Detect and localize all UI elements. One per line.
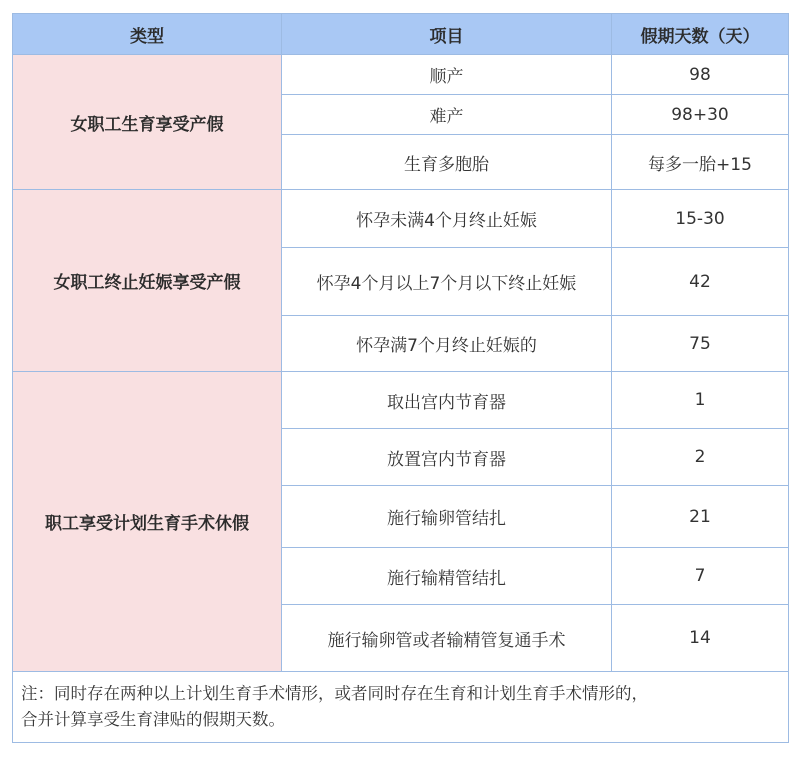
item-cell: 施行输精管结扎 <box>282 548 612 605</box>
item-cell: 难产 <box>282 95 612 135</box>
item-cell: 怀孕4个月以上7个月以下终止妊娠 <box>282 248 612 316</box>
header-type: 类型 <box>13 14 282 55</box>
days-cell: 21 <box>612 486 789 548</box>
item-cell: 生育多胞胎 <box>282 135 612 190</box>
header-row <box>13 14 789 55</box>
footnote <box>13 672 789 743</box>
days-cell: 98+30 <box>612 95 789 135</box>
header-days: 假期天数（天） <box>612 14 789 55</box>
footnote-line: 合并计算享受生育津贴的假期天数。 <box>21 710 285 729</box>
note-row <box>13 672 789 743</box>
table-row <box>13 372 789 429</box>
item-cell: 顺产 <box>282 55 612 95</box>
header-item: 项目 <box>282 14 612 55</box>
days-cell: 75 <box>612 316 789 372</box>
type-cell: 职工享受计划生育手术休假 <box>13 372 282 672</box>
days-cell: 42 <box>612 248 789 316</box>
leave-table <box>12 13 789 743</box>
item-cell: 放置宫内节育器 <box>282 429 612 486</box>
table-row <box>13 190 789 248</box>
item-cell: 怀孕未满4个月终止妊娠 <box>282 190 612 248</box>
table-row <box>13 55 789 95</box>
days-cell: 1 <box>612 372 789 429</box>
days-cell: 14 <box>612 605 789 672</box>
item-cell: 施行输卵管结扎 <box>282 486 612 548</box>
item-cell: 取出宫内节育器 <box>282 372 612 429</box>
type-cell: 女职工终止妊娠享受产假 <box>13 190 282 372</box>
days-cell: 15-30 <box>612 190 789 248</box>
type-cell: 女职工生育享受产假 <box>13 55 282 190</box>
days-cell: 2 <box>612 429 789 486</box>
days-cell: 98 <box>612 55 789 95</box>
days-cell: 7 <box>612 548 789 605</box>
days-cell: 每多一胎+15 <box>612 135 789 190</box>
footnote-line: 注：同时存在两种以上计划生育手术情形，或者同时存在生育和计划生育手术情形的， <box>21 684 648 703</box>
item-cell: 施行输卵管或者输精管复通手术 <box>282 605 612 672</box>
item-cell: 怀孕满7个月终止妊娠的 <box>282 316 612 372</box>
